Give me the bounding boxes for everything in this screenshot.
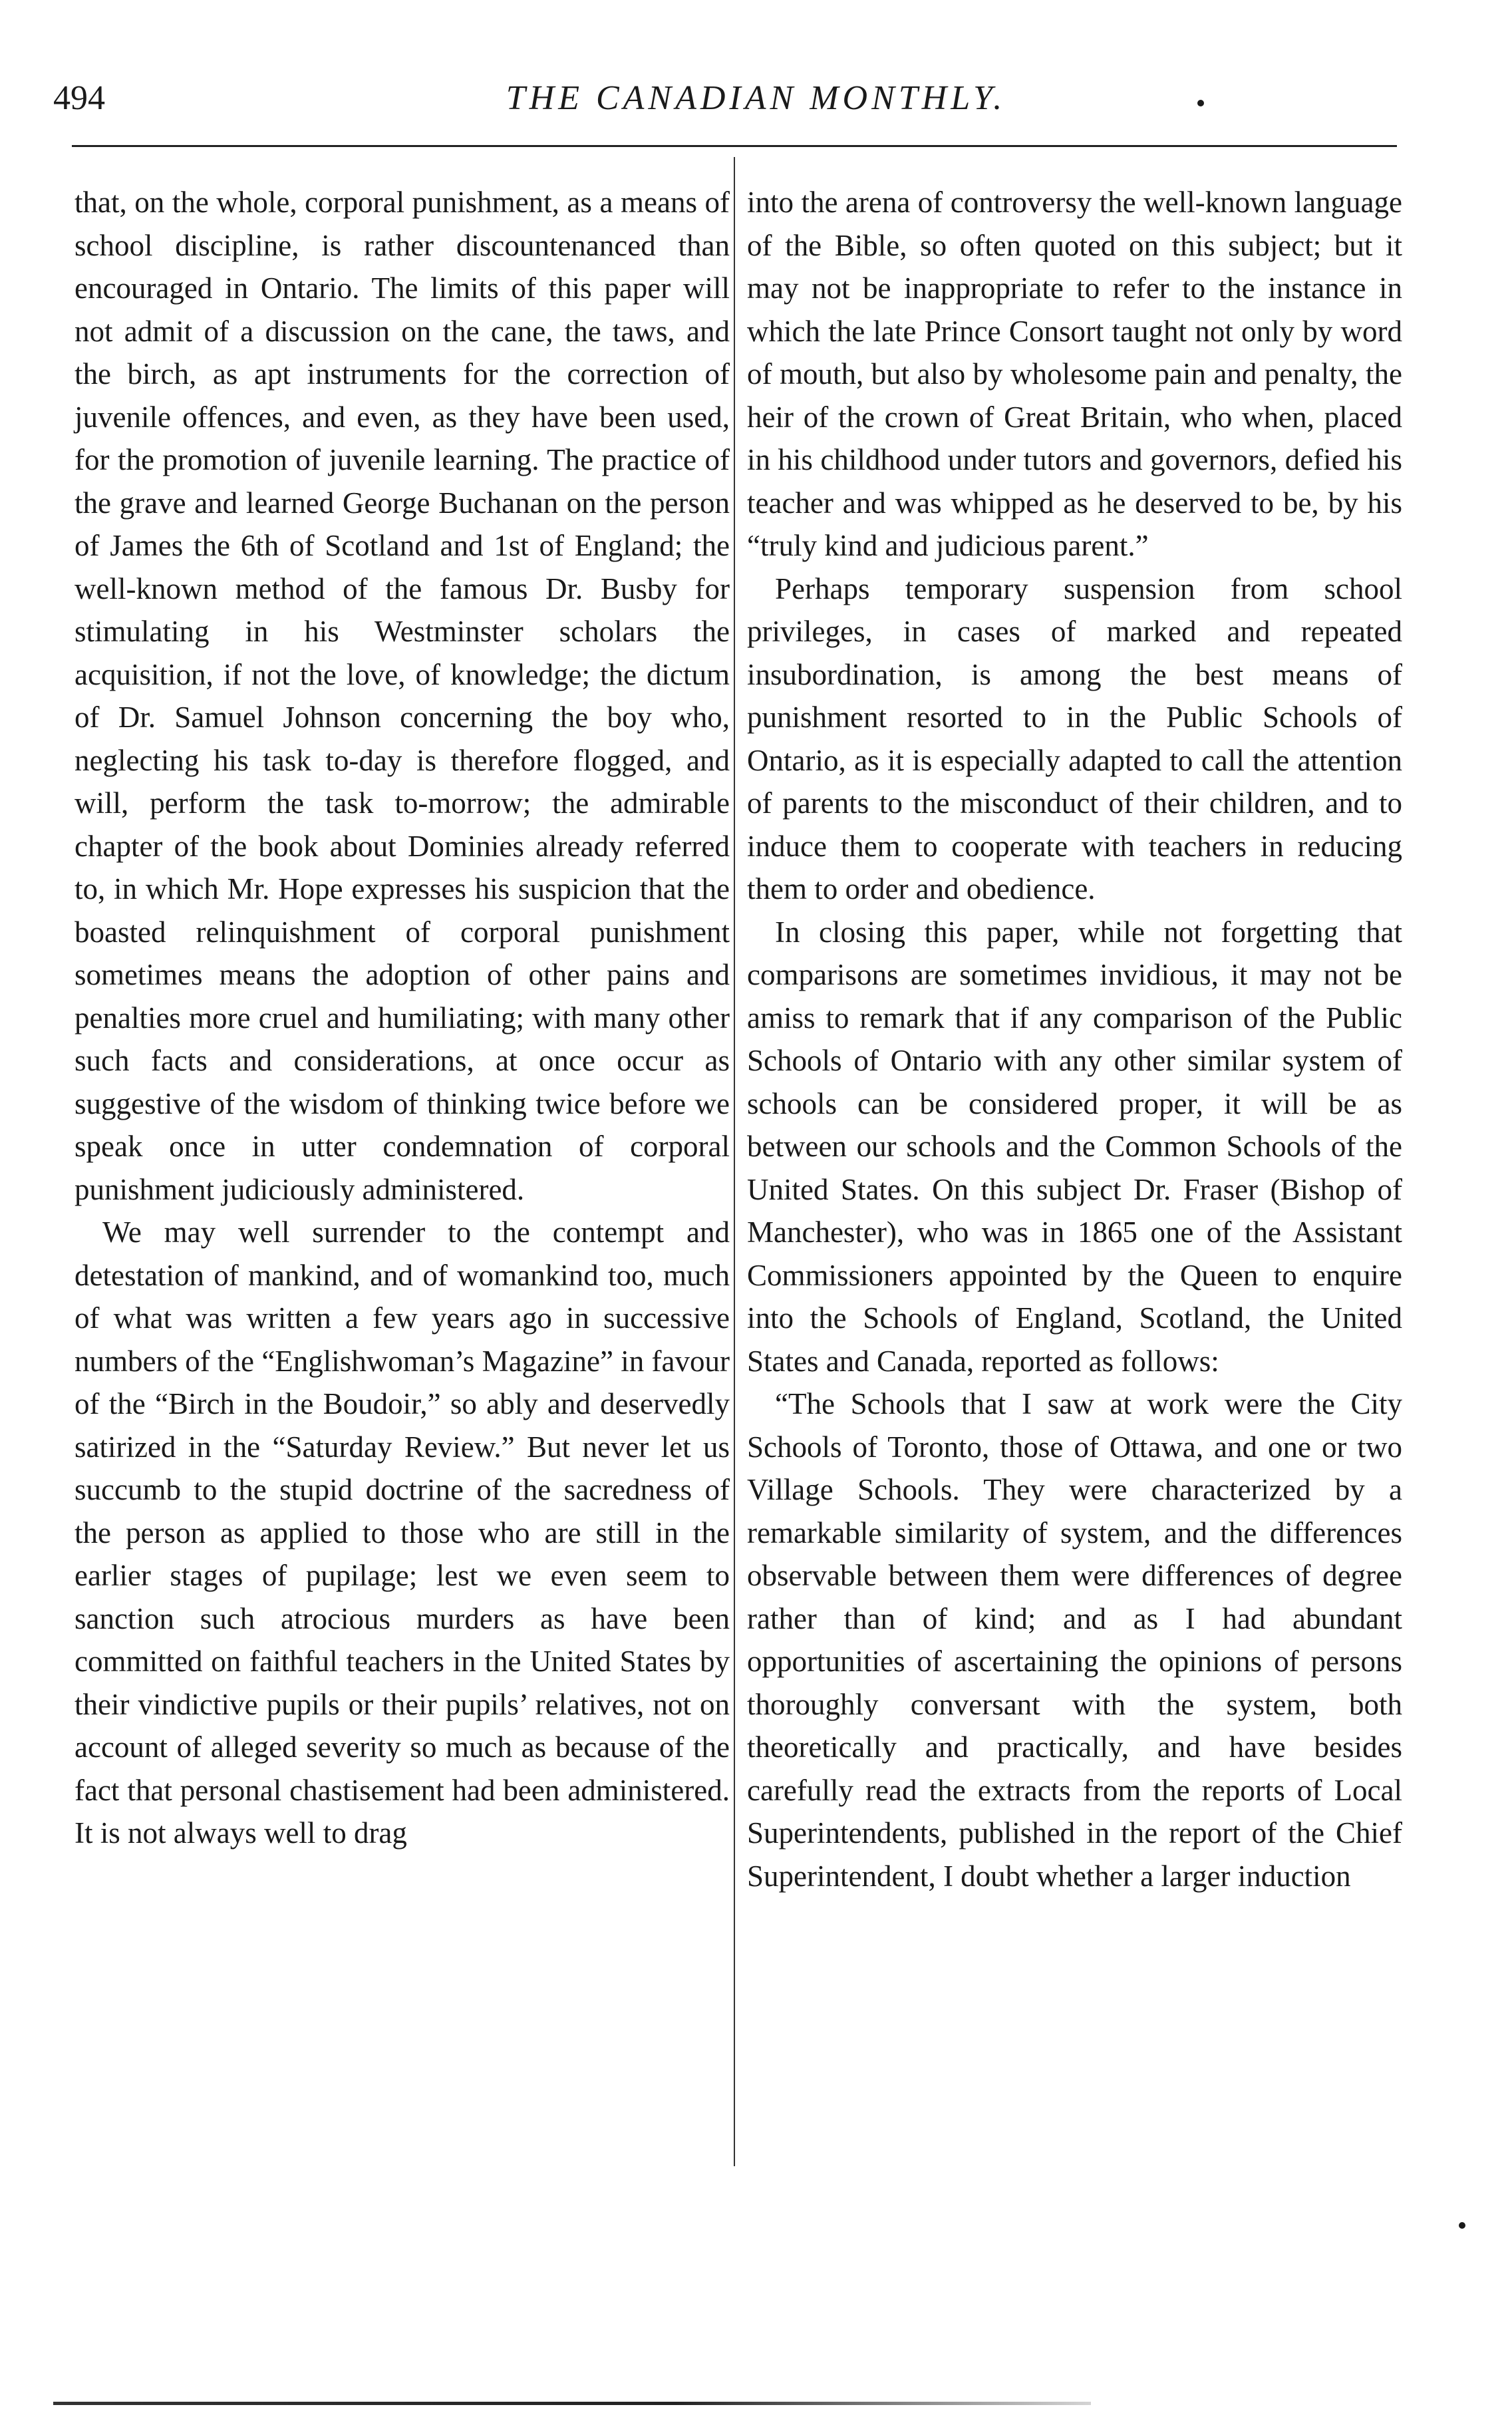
running-title: THE CANADIAN MONTHLY. xyxy=(506,79,1006,117)
footer-rule xyxy=(53,2402,1091,2405)
left-paragraph-1: that, on the whole, corporal punishment, as a means of school discipline, is rather discountenanced than encouraged in Ontario. The limits of this paper will not admit of a discussion on the cane, the taws, and the birch, as apt instruments for the correction of juvenile offences, and even, as they have been used, for the promotion of juvenile learning. The practice of the grave and learned George Buchanan on the person of James the 6th of Scotland and 1st of England; the well-known method of the famous Dr. Busby for stimulating in his Westminster scholars the acquisition, if not the love, of knowledge; the dictum of Dr. Samuel Johnson concerning the boy who, neglecting his task to-day is therefore flogged, and will, perform the task to-morrow; the admirable chapter of the book about Dominies already referred to, in which Mr. Hope expresses his suspicion that the boasted relinquishment of corporal punishment sometimes means the adoption of other pains and penalties more cruel and humiliating; with many other such facts and considerations, at once occur as suggestive of the wisdom of thinking twice before we speak once in utter condemnation of corporal punishment judiciously administered. xyxy=(75,186,730,1206)
right-paragraph-2: Perhaps temporary suspension from school privileges, in cases of marked and repeated insubordination, is among the best means of punishment resorted to in the Public Schools of Ontario, as it is especially adapted to call the attention of parents to the misconduct of their children, and to induce them to cooperate with teachers in reducing them to order and obedience. xyxy=(747,571,1402,905)
page-header xyxy=(0,0,1512,146)
header-dot-mark xyxy=(1197,100,1204,106)
right-paragraph-4: “The Schools that I saw at work were the City Schools of Toronto, those of Ottawa, and one or two Village Schools. They were characterized by a remarkable similarity of system, and the differences observable between them were differences of degree rather than of kind; and as I had abundant opportunities of ascertaining the opinions of persons thoroughly conversant with the system, both theoretically and practically, and have besides carefully read the extracts from the reports of Local Superintendents, published in the report of the Chief Superintendent, I doubt whether a larger induction xyxy=(747,1387,1402,1893)
left-paragraph-2: We may well surrender to the contempt and detestation of mankind, and of womankind too, much of what was written a few years ago in successive numbers of the “Englishwoman’s Magazine” in favour of the “Birch in the Boudoir,” so ably and deservedly satirized in the “Saturday Review.” But never let us succumb to the stupid doctrine of the sacredness of the person as applied to those who are still in the earlier stages of pupilage; lest we even seem to sanction such atrocious murders as have been committed on faithful teachers in the United States by their vindictive pupils or their pupils’ relatives, not on account of alleged severity so much as because of the fact that personal chastisement had been administered. It is not always well to drag xyxy=(75,1215,730,1850)
right-column xyxy=(747,181,1402,1897)
right-paragraph-1: into the arena of controversy the well-known language of the Bible, so often quoted on this subject; but it may not be inappropriate to refer to the instance in which the late Prince Consort taught not only by word of mouth, but also by wholesome pain and penalty, the heir of the crown of Great Britain, who when, placed in his childhood under tutors and governors, defied his teacher and was whipped as he deserved to be, by his “truly kind and judicious parent.” xyxy=(747,186,1402,562)
left-column xyxy=(75,181,730,1855)
right-paragraph-3: In closing this paper, while not forgetting that comparisons are sometimes invidious, it may not be amiss to remark that if any comparison of the Public Schools of Ontario with any other similar system of schools can be considered proper, it will be as between our schools and the Common Schools of the United States. On this subject Dr. Fraser (Bishop of Manchester), who was in 1865 one of the Assistant Commissioners appointed by the Queen to enquire into the Schools of England, Scotland, the United States and Canada, reported as follows: xyxy=(747,915,1402,1378)
column-divider xyxy=(734,157,735,2166)
header-rule xyxy=(72,145,1397,147)
margin-dot-mark xyxy=(1459,2222,1465,2229)
page-number: 494 xyxy=(53,79,105,117)
